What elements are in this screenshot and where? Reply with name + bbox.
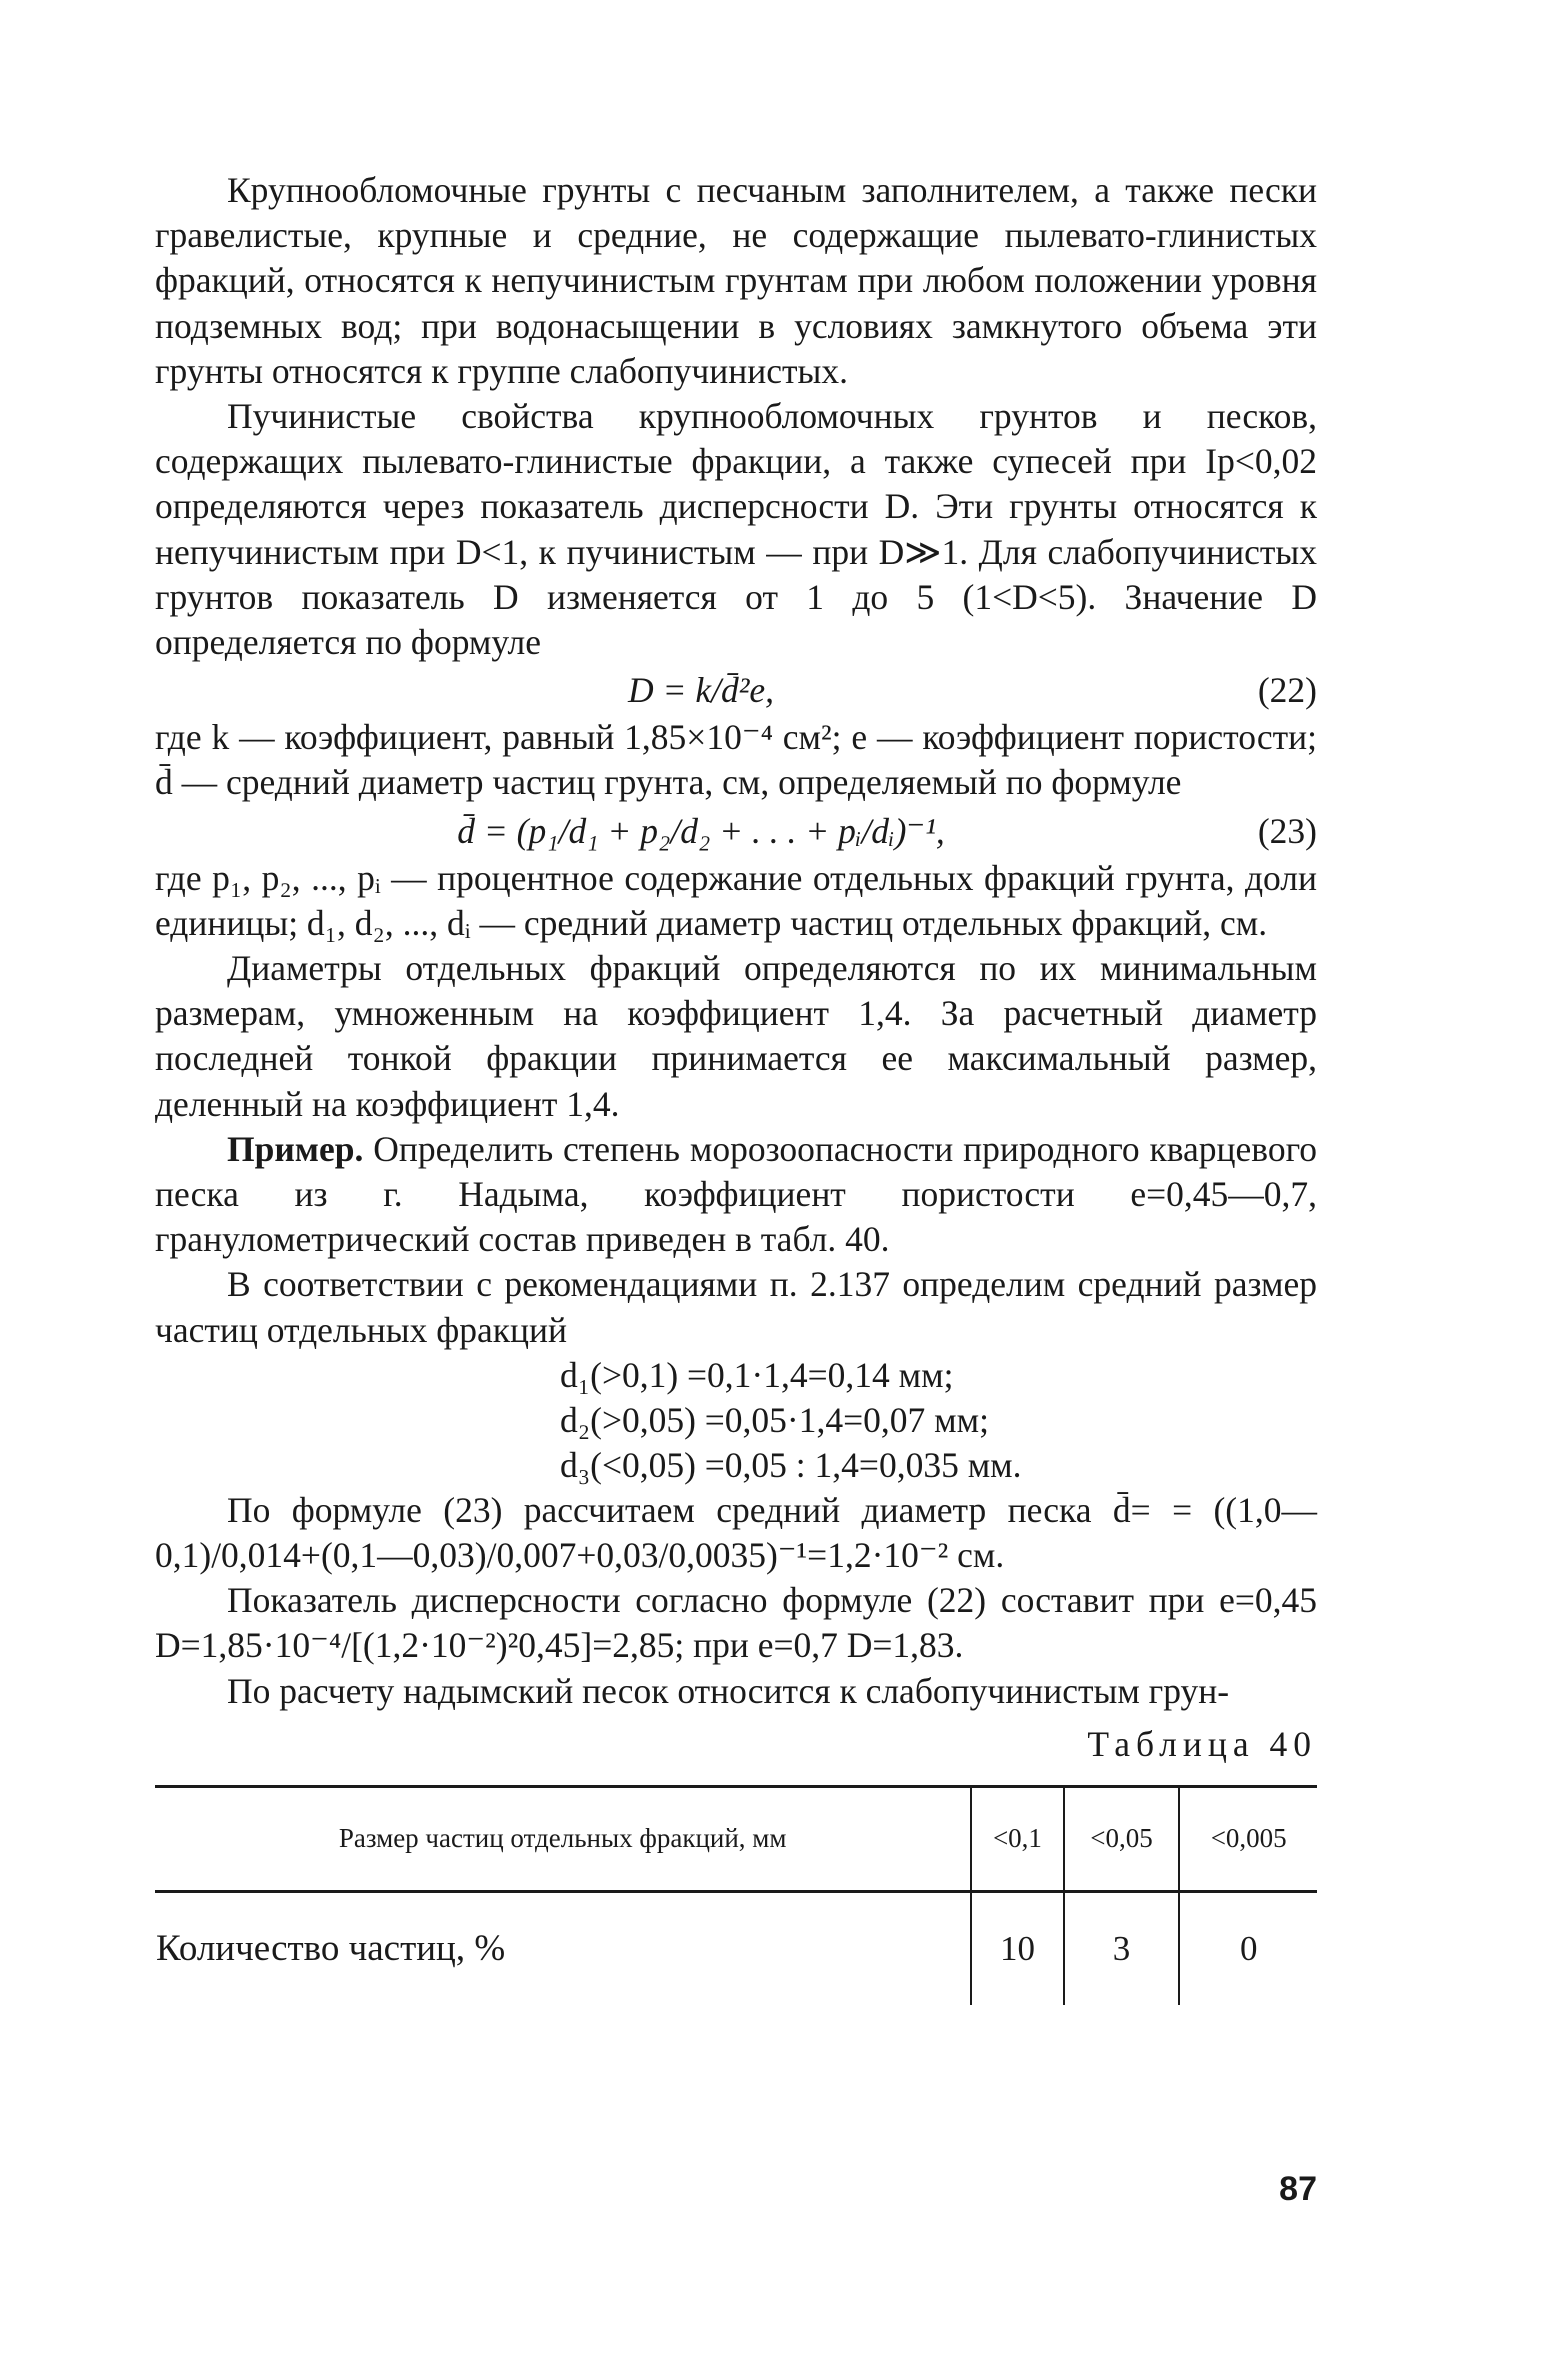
table-header-cell: <0,05 [1064,1787,1180,1892]
paragraph-8: По формуле (23) рассчитаем средний диаметр песка d̄= = ((1,0—0,1)/0,014+(0,1—0,03)/0,007+0,03/0,0035)⁻¹=1,2·10⁻² см. [155,1489,1317,1576]
table-40 [155,1785,1317,2005]
page-body [155,168,1317,2005]
table-cell: 10 [971,1892,1063,2006]
formula-22-number: (22) [1257,670,1317,711]
paragraph-6 [155,1127,1317,1263]
formula-23 [155,806,1317,856]
table-cell: Количество частиц, % [156,1928,506,1970]
formula-23-number: (23) [1257,810,1317,851]
page-number: 87 [1279,2170,1317,2208]
table-cell: 3 [1064,1892,1180,2006]
paragraph-2: Пучинистые свойства крупнообломочных грунтов и песков, содержащих пылевато-глинистые фракции, а также супесей при Iр<0,02 определяются через показатель дисперсности D. Эти грунты относятся к непучинистым при D<1, к пучинистым — при D≫1. Для слабопучинистых грунтов показатель D изменяется от 1 до 5 (1<D<5). Значение D определяется по формуле [155,396,1317,663]
paragraph-4: где p₁, p₂, ..., pᵢ — процентное содержание отдельных фракций грунта, доли единицы; d₁, d₂, ..., dᵢ — средний диаметр частиц отдельных фракций, см. [155,857,1317,943]
table-cell: 0 [1179,1892,1317,2006]
example-text: Определить степень морозоопасности природного кварцевого песка из г. Надыма, коэффициент пористости e=0,45—0,7, гранулометрический состав приведен в табл. 40. [155,1128,1317,1260]
fraction-calculations [560,1353,1317,1488]
formula-22-expression: D = k/d̄²e, [628,670,774,711]
paragraph-10: По расчету надымский песок относится к слабопучинистым грун- [227,1670,1230,1711]
table-header-cell: Размер частиц отдельных фракций, мм [155,1787,971,1892]
calc-line-1: d₁(>0,1) =0,1·1,4=0,14 мм; [560,1354,954,1395]
paragraph-9: Показатель дисперсности согласно формуле (22) составит при e=0,45 D=1,85·10⁻⁴/[(1,2·10⁻²)²0,45]=2,85; при e=0,7 D=1,83. [155,1580,1317,1666]
example-label: Пример. [227,1128,364,1169]
formula-22 [155,665,1317,715]
paragraph-7: В соответствии с рекомендациями п. 2.137 определим средний размер частиц отдельных фракций [155,1264,1317,1350]
paragraph-3: где k — коэффициент, равный 1,85×10⁻⁴ см²; e — коэффициент пористости; d̄ — средний диаметр частиц грунта, см, определяемый по формуле [155,717,1317,803]
table-row [155,1892,1317,2006]
calc-line-2: d₂(>0,05) =0,05·1,4=0,07 мм; [560,1399,989,1440]
table-caption: Таблица 40 [1087,1723,1317,1764]
paragraph-5: Диаметры отдельных фракций определяются по их минимальным размерам, умноженным на коэффициент 1,4. За расчетный диаметр последней тонкой фракции принимается ее максимальный размер, деленный на коэффициент 1,4. [155,948,1317,1124]
formula-23-expression: d̄ = (p₁/d₁ + p₂/d₂ + . . . + pᵢ/dᵢ)⁻¹, [457,810,945,851]
table-header-row [155,1787,1317,1892]
table-header-cell: <0,005 [1179,1787,1317,1892]
calc-line-3: d₃(<0,05) =0,05 : 1,4=0,035 мм. [560,1444,1022,1485]
table-header-cell: <0,1 [971,1787,1063,1892]
paragraph-1: Крупнообломочные грунты с песчаным заполнителем, а также пески гравелистые, крупные и средние, не содержащие пылевато-глинистых фракций, относятся к непучинистым грунтам при любом положении уровня подземных вод; при водонасыщении в условиях замкнутого объема эти грунты относятся к группе слабопучинистых. [155,170,1317,391]
